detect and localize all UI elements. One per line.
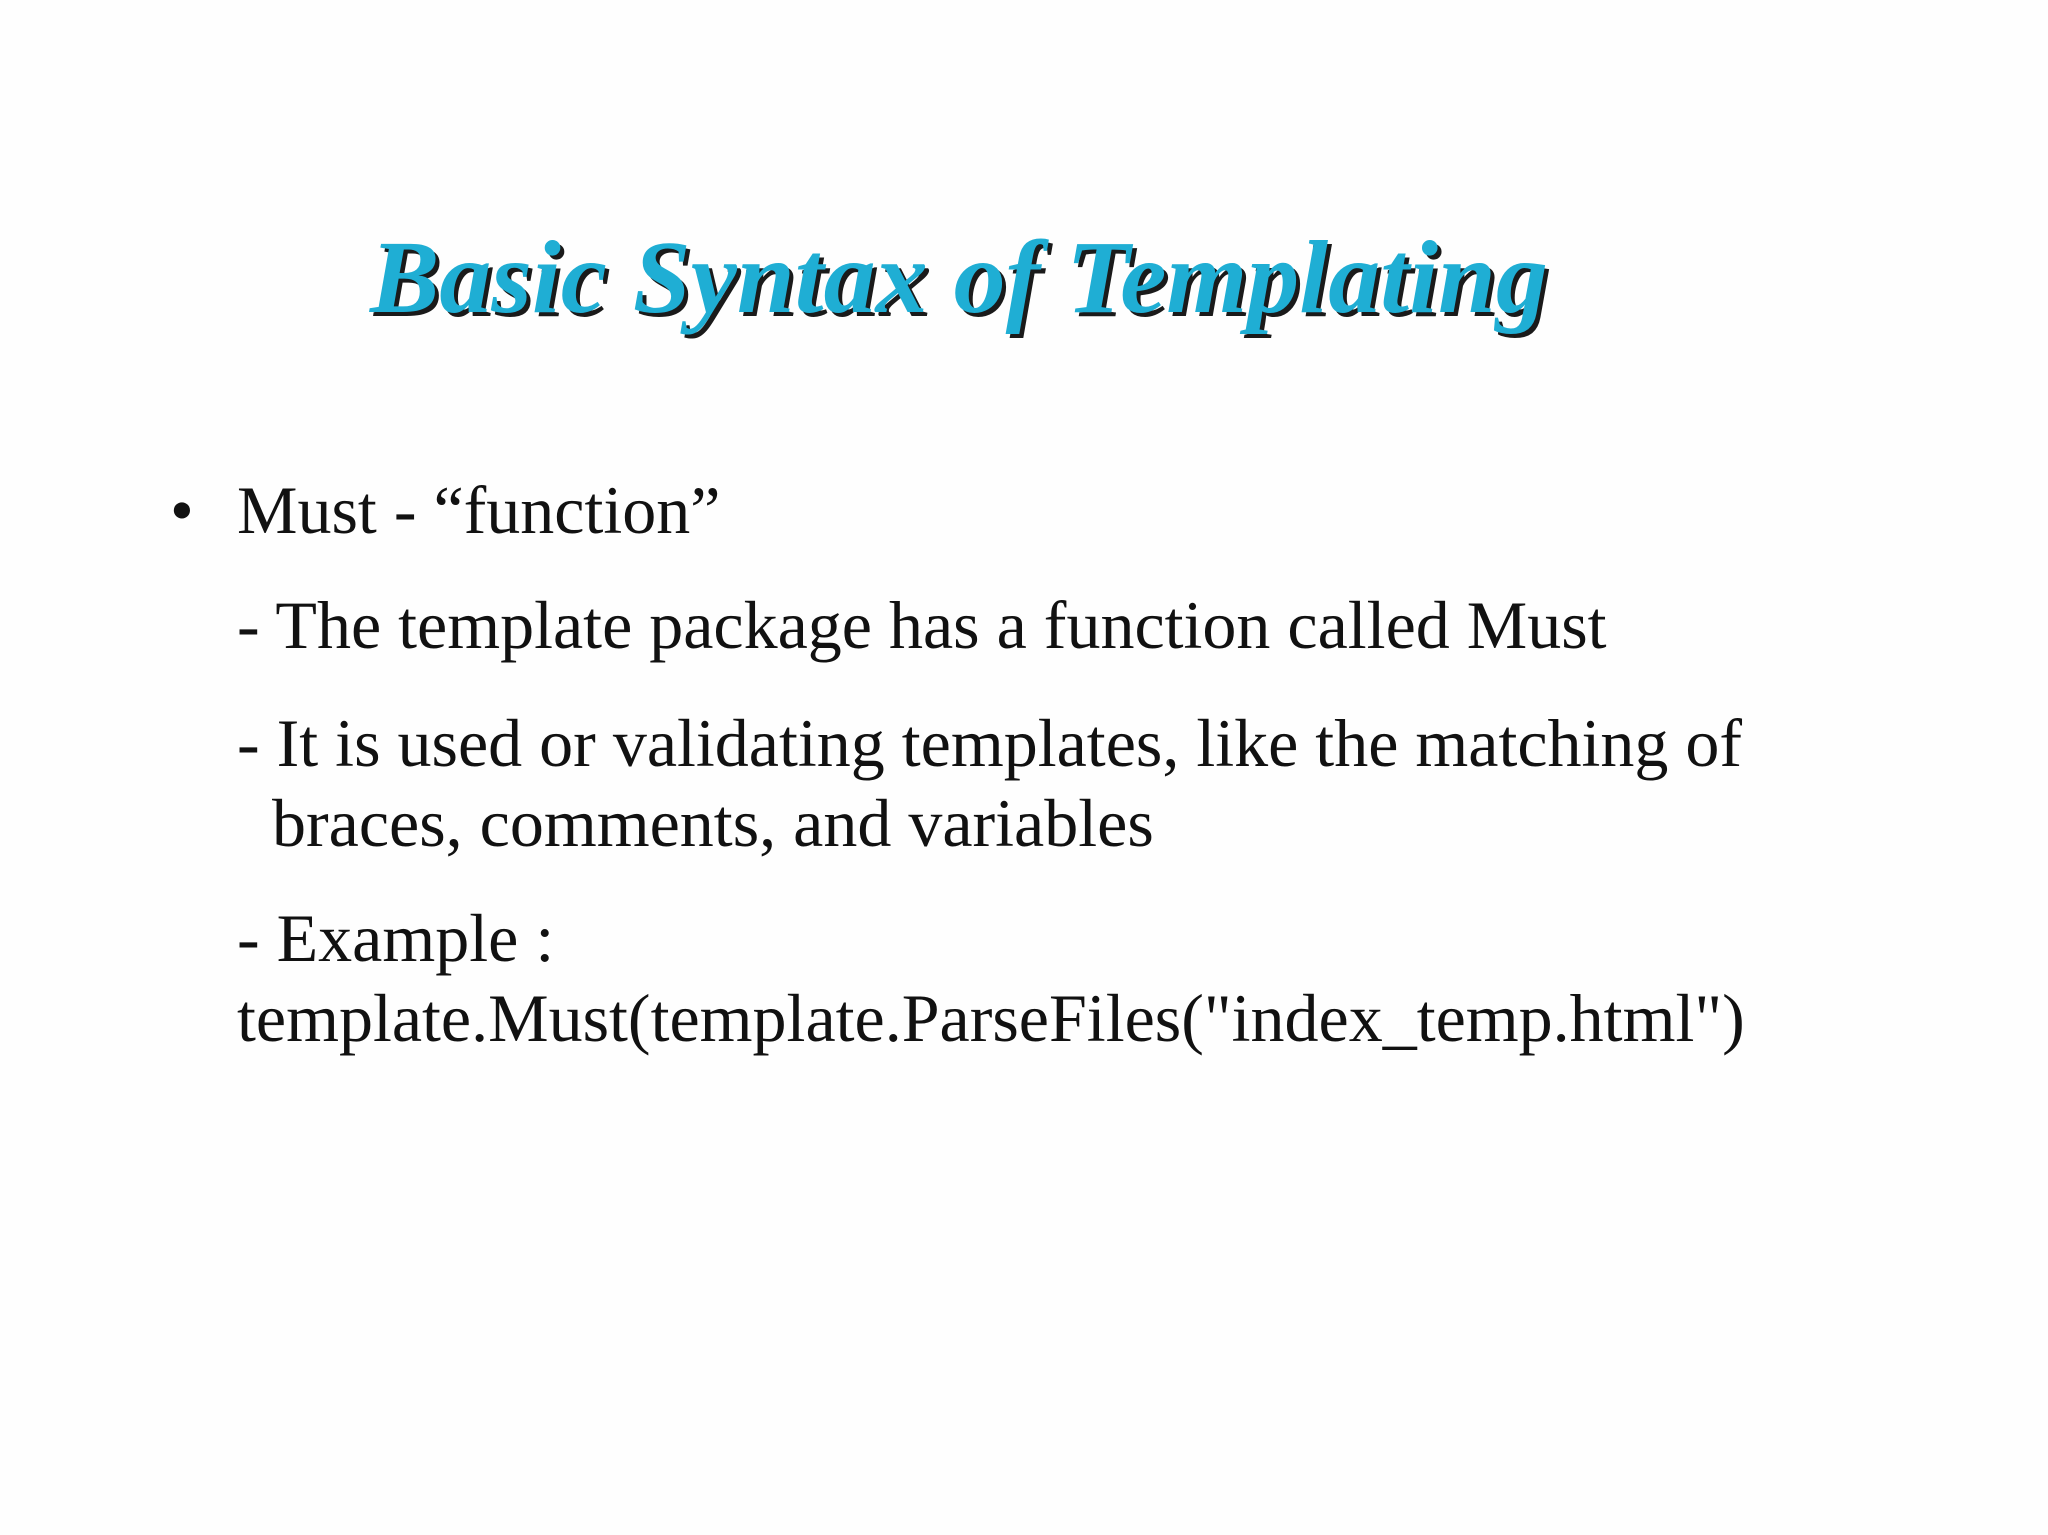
bullet-heading: Must - “function” (237, 472, 721, 548)
sub-point-template-package: - The template package has a function called Must (237, 587, 1607, 663)
sub-point-example-label: - Example : (237, 900, 555, 976)
slide-title: Basic Syntax of Templating (370, 220, 1548, 335)
sub-point-validating-continued: braces, comments, and variables (272, 785, 1154, 861)
bullet-icon: • (170, 472, 194, 548)
code-example: template.Must(template.ParseFiles("index_temp.html") (237, 980, 1745, 1056)
sub-point-validating: - It is used or validating templates, like the matching of (237, 705, 1743, 781)
